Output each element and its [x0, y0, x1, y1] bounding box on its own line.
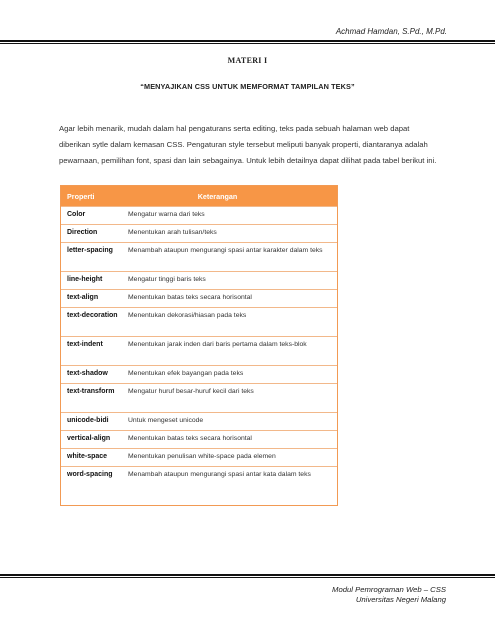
property-description: Menambah ataupun mengurangi spasi antar karakter dalam teks	[128, 247, 323, 254]
table-row	[61, 365, 337, 383]
property-name: Color	[67, 211, 86, 218]
table-row	[61, 430, 337, 448]
property-name: text-transform	[67, 388, 115, 395]
footer-divider-thin	[0, 577, 495, 578]
property-name: letter-spacing	[67, 247, 113, 254]
table-row	[61, 412, 337, 430]
table-row	[61, 336, 337, 365]
property-description: Menentukan batas teks secara horisontal	[128, 294, 252, 301]
table-row	[61, 206, 337, 224]
section-label: MATERI I	[227, 56, 268, 65]
table-row	[61, 383, 337, 412]
table-row	[61, 289, 337, 307]
property-name: text-shadow	[67, 370, 108, 377]
property-name: white-space	[67, 453, 108, 460]
property-name: Direction	[67, 229, 98, 236]
property-description: Menentukan arah tulisan/teks	[128, 229, 217, 236]
property-description: Mengatur tinggi baris teks	[128, 276, 206, 283]
property-name: text-indent	[67, 341, 103, 348]
property-name: line-height	[67, 276, 103, 283]
property-name: text-align	[67, 294, 99, 301]
property-description: Menentukan batas teks secara horisontal	[128, 435, 252, 442]
property-name: text-decoration	[67, 312, 118, 319]
table-row	[61, 224, 337, 242]
intro-paragraph: Agar lebih menarik, mudah dalam hal pengaturans serta editing, teks pada sebuah halaman web dapat diberikan sytle dalam kemasan CSS. Pengaturan style tersebut meliputi banyak properti, diantaranya adalah pewarnaan, pemilihan font, spasi dan lain sebagainya. Untuk lebih detailnya dapat dilihat pada tabel berikut ini.	[59, 124, 437, 165]
footer-divider	[0, 574, 495, 576]
property-description: Mengatur warna dari teks	[128, 211, 205, 218]
footer-module-name: Modul Pemrograman Web – CSS	[332, 585, 446, 594]
table-row	[61, 242, 337, 271]
header-divider	[0, 40, 495, 42]
property-description: Menentukan penulisan white-space pada elemen	[128, 453, 276, 460]
css-properties-table	[60, 185, 338, 506]
header-divider-thin	[0, 43, 495, 44]
table-row	[61, 307, 337, 336]
property-description: Mengatur huruf besar-huruf kecil dari teks	[128, 388, 254, 395]
property-name: word-spacing	[67, 471, 113, 478]
footer-university: Universitas Negeri Malang	[355, 595, 446, 604]
header-author: Achmad Hamdan, S.Pd., M.Pd.	[335, 27, 447, 36]
property-description: Untuk mengeset unicode	[128, 417, 204, 424]
table-row	[61, 448, 337, 466]
column-header-keterangan: Keterangan	[197, 191, 238, 201]
property-name: vertical-align	[67, 435, 111, 442]
column-header-properti: Properti	[67, 191, 95, 201]
page-title: “MENYAJIKAN CSS UNTUK MEMFORMAT TAMPILAN TEKS”	[140, 82, 355, 91]
property-description: Menentukan dekorasi/hiasan pada teks	[128, 312, 247, 319]
table-header	[61, 186, 337, 206]
property-description: Menambah ataupun mengurangi spasi antar kata dalam teks	[128, 471, 311, 478]
table-body	[61, 206, 337, 495]
property-description: Menentukan efek bayangan pada teks	[128, 370, 244, 377]
table-row	[61, 271, 337, 289]
property-description: Menentukan jarak inden dari baris pertama dalam teks-blok	[128, 341, 307, 348]
property-name: unicode-bidi	[67, 417, 109, 424]
table-row	[61, 466, 337, 495]
